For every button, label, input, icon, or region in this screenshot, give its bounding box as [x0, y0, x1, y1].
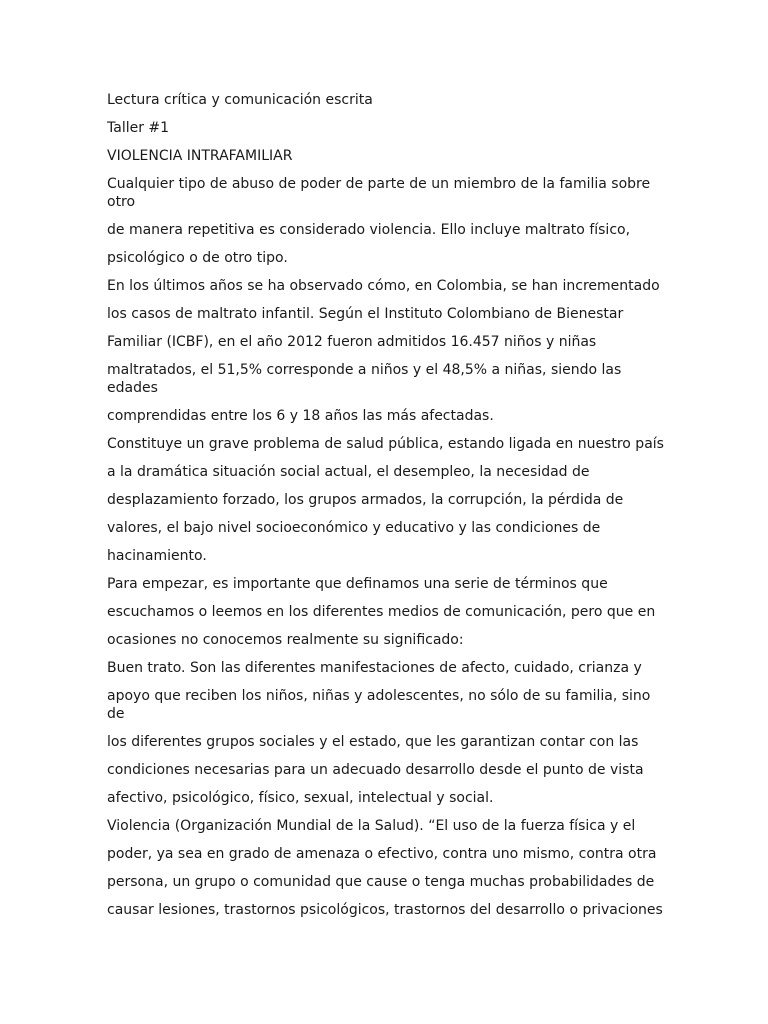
document-title: VIOLENCIA INTRAFAMILIAR — [107, 148, 293, 164]
text-line: los casos de maltrato infantil. Según el Instituto Colombiano de Bienestar — [107, 306, 624, 322]
text-line: escuchamos o leemos en los diferentes medios de comunicación, pero que en — [107, 604, 656, 620]
text-line: los diferentes grupos sociales y el estado, que les garantizan contar con las — [107, 734, 639, 750]
document-page — [107, 91, 667, 929]
text-line: Familiar (ICBF), en el año 2012 fueron admitidos 16.457 niños y niñas — [107, 334, 597, 350]
text-line: afectivo, psicológico, físico, sexual, intelectual y social. — [107, 790, 494, 806]
text-line: Para empezar, es importante que definamos una serie de términos que — [107, 576, 608, 592]
text-line: maltratados, el 51,5% corresponde a niños y el 48,5% a niñas, siendo las edades — [107, 362, 622, 396]
text-line: poder, ya sea en grado de amenaza o efectivo, contra uno mismo, contra otra — [107, 846, 657, 862]
text-line: comprendidas entre los 6 y 18 años las más afectadas. — [107, 408, 494, 424]
text-line: Constituye un grave problema de salud pública, estando ligada en nuestro país — [107, 436, 664, 452]
text-line: hacinamiento. — [107, 548, 207, 564]
text-line: causar lesiones, trastornos psicológicos, trastornos del desarrollo o privaciones — [107, 902, 663, 918]
text-line: apoyo que reciben los niños, niñas y adolescentes, no sólo de su familia, sino de — [107, 688, 651, 722]
text-line: psicológico o de otro tipo. — [107, 250, 288, 266]
document-heading-course: Lectura crítica y comunicación escrita — [107, 92, 373, 108]
text-line: de manera repetitiva es considerado violencia. Ello incluye maltrato físico, — [107, 222, 631, 238]
text-line: a la dramática situación social actual, el desempleo, la necesidad de — [107, 464, 590, 480]
document-heading-workshop: Taller #1 — [107, 120, 170, 136]
text-line: desplazamiento forzado, los grupos armados, la corrupción, la pérdida de — [107, 492, 624, 508]
text-line: persona, un grupo o comunidad que cause o tenga muchas probabilidades de — [107, 874, 655, 890]
text-line: En los últimos años se ha observado cómo, en Colombia, se han incrementado — [107, 278, 660, 294]
text-line: valores, el bajo nivel socioeconómico y educativo y las condiciones de — [107, 520, 601, 536]
text-line: Cualquier tipo de abuso de poder de parte de un miembro de la familia sobre otro — [107, 176, 651, 210]
text-line: ocasiones no conocemos realmente su significado: — [107, 632, 464, 648]
text-line: Violencia (Organización Mundial de la Salud). “El uso de la fuerza física y el — [107, 818, 636, 834]
text-line: Buen trato. Son las diferentes manifestaciones de afecto, cuidado, crianza y — [107, 660, 642, 676]
text-line: condiciones necesarias para un adecuado desarrollo desde el punto de vista — [107, 762, 644, 778]
